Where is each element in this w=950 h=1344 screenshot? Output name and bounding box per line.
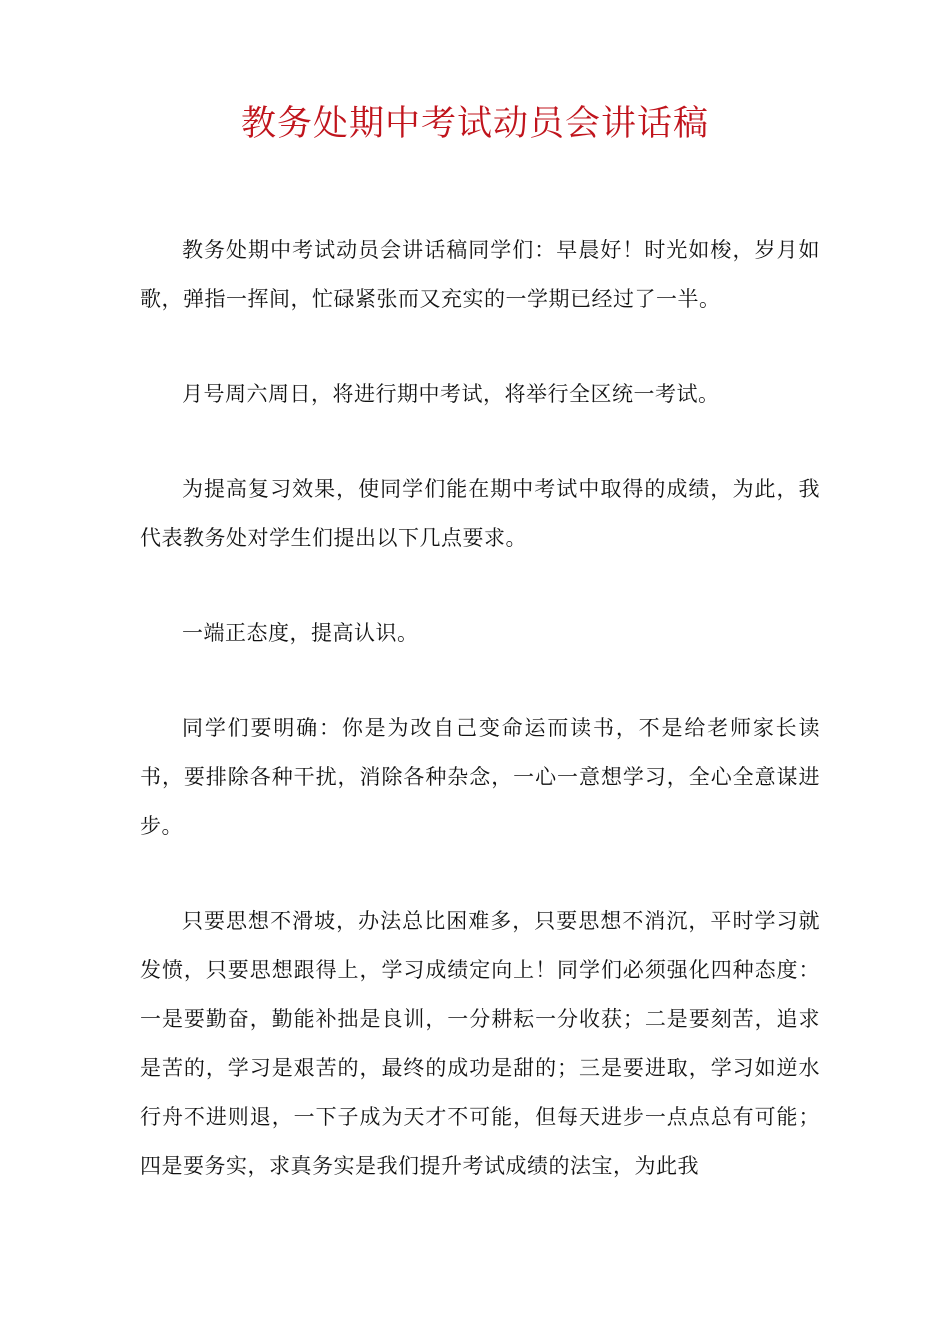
- document-title: 教务处期中考试动员会讲话稿: [240, 104, 709, 144]
- document-body: [140, 226, 820, 1237]
- paragraph-6: 只要思想不滑坡，办法总比困难多，只要思想不消沉，平时学习就发愤，只要思想跟得上，学习成绩定向上！同学们必须强化四种态度：一是要勤奋，勤能补拙是良训，一分耕耘一分收获；二是要刻苦，追求是苦的，学习是艰苦的，最终的成功是甜的；三是要进取，学习如逆水行舟不进则退，一下子成为天才不可能，但每天进步一点点总有可能；四是要务实，求真务实是我们提升考试成绩的法宝，为此我: [140, 909, 820, 1178]
- paragraph-5: 同学们要明确：你是为改自己变命运而读书，不是给老师家长读书，要排除各种干扰，消除各种杂念，一心一意想学习，全心全意谋进步。: [140, 716, 820, 838]
- paragraph-4: 一端正态度，提高认识。: [182, 621, 419, 645]
- paragraph-3: 为提高复习效果，使同学们能在期中考试中取得的成绩，为此，我代表教务处对学生们提出以下几点要求。: [140, 477, 820, 550]
- paragraph-2: 月号周六周日，将进行期中考试，将举行全区统一考试。: [182, 382, 720, 406]
- paragraph-1: 教务处期中考试动员会讲话稿同学们：早晨好！时光如梭，岁月如歌，弹指一挥间，忙碌紧张而又充实的一学期已经过了一半。: [140, 238, 820, 311]
